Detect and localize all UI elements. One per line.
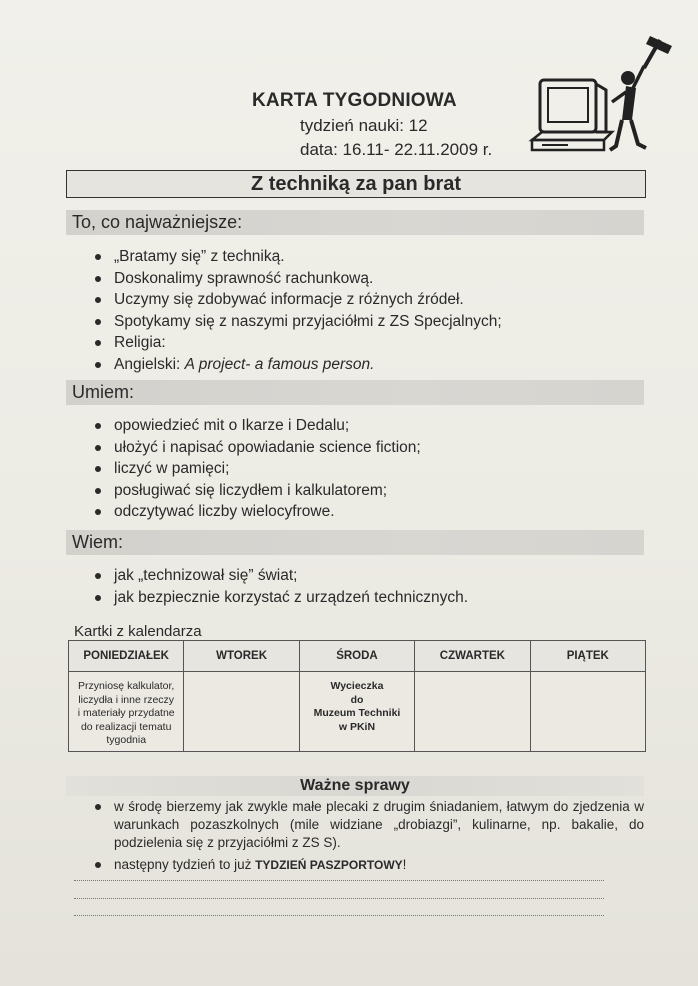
computer-robot-hammer-icon — [528, 28, 676, 160]
main-topic-title: Z techniką za pan brat — [66, 170, 646, 198]
list-item: Angielski: A project- a famous person. — [92, 354, 502, 376]
list-item: Doskonalimy sprawność rachunkową. — [92, 268, 502, 290]
card-title: KARTA TYGODNIOWA — [252, 90, 457, 111]
bullet-icon — [95, 276, 101, 282]
bullet-icon — [95, 340, 101, 346]
list-item: liczyć w pamięci; — [92, 458, 421, 480]
list-item: w środę bierzemy jak zwykle małe plecaki z drugim śniadaniem, łatwym do zjedzenia w warunkach pozaszkolnych (mile widziane „drobiazgi”, kulinarne, np. bakalie, do podzielenia się z przyjaciółmi z ZS S). — [92, 798, 644, 852]
dotted-line — [74, 898, 604, 899]
day-header-wednesday: ŚRODA — [299, 641, 414, 672]
bullet-icon — [95, 509, 101, 515]
bullet-icon — [95, 804, 101, 810]
list-item: jak „technizował się” świat; — [92, 565, 468, 587]
bullet-icon — [95, 254, 101, 260]
calendar-content-row — [69, 672, 646, 752]
section-heading-najwazniejsze: To, co najważniejsze: — [66, 210, 644, 235]
list-item: ułożyć i napisać opowiadanie science fiction; — [92, 437, 421, 459]
calendar-table — [68, 640, 646, 752]
dotted-line — [74, 880, 604, 881]
week-number: tydzień nauki: 12 — [300, 116, 428, 135]
bullet-icon — [95, 862, 101, 868]
list-wiem — [92, 565, 468, 608]
list-item: Spotykamy się z naszymi przyjaciółmi z ZS Specjalnych; — [92, 311, 502, 333]
date-range: data: 16.11- 22.11.2009 r. — [300, 140, 493, 159]
important-heading: Ważne sprawy — [66, 776, 644, 796]
list-item: Uczymy się zdobywać informacje z różnych źródeł. — [92, 289, 502, 311]
day-header-thursday: CZWARTEK — [415, 641, 530, 672]
list-item: odczytywać liczby wielocyfrowe. — [92, 501, 421, 523]
list-umiem — [92, 415, 421, 523]
cell-thursday — [415, 672, 530, 752]
calendar-header-row — [69, 641, 646, 672]
bullet-icon — [95, 573, 101, 579]
dotted-line — [74, 915, 604, 916]
cell-wednesday: Wycieczka do Muzeum Techniki w PKiN — [299, 672, 414, 752]
calendar-label: Kartki z kalendarza — [74, 623, 202, 640]
cell-tuesday — [184, 672, 299, 752]
cell-friday — [530, 672, 645, 752]
list-najwazniejsze — [92, 246, 502, 375]
list-item: Religia: — [92, 332, 502, 354]
bullet-icon — [95, 297, 101, 303]
list-item: „Bratamy się” z techniką. — [92, 246, 502, 268]
bullet-icon — [95, 362, 101, 368]
list-item: następny tydzień to już TYDZIEŃ PASZPORTOWY! — [92, 856, 644, 874]
bullet-icon — [95, 319, 101, 325]
cell-monday: Przyniosę kalkulator, liczydła i inne rzeczy i materiały przydatne do realizacji tematu tygodnia — [69, 672, 184, 752]
important-list — [92, 798, 644, 874]
bullet-icon — [95, 423, 101, 429]
bullet-icon — [95, 488, 101, 494]
bullet-icon — [95, 466, 101, 472]
section-heading-wiem: Wiem: — [66, 530, 644, 555]
list-item: posługiwać się liczydłem i kalkulatorem; — [92, 480, 421, 502]
list-item: jak bezpiecznie korzystać z urządzeń technicznych. — [92, 587, 468, 609]
day-header-friday: PIĄTEK — [530, 641, 645, 672]
day-header-monday: PONIEDZIAŁEK — [69, 641, 184, 672]
section-heading-umiem: Umiem: — [66, 380, 644, 405]
bullet-icon — [95, 595, 101, 601]
day-header-tuesday: WTOREK — [184, 641, 299, 672]
list-item: opowiedzieć mit o Ikarze i Dedalu; — [92, 415, 421, 437]
bullet-icon — [95, 445, 101, 451]
